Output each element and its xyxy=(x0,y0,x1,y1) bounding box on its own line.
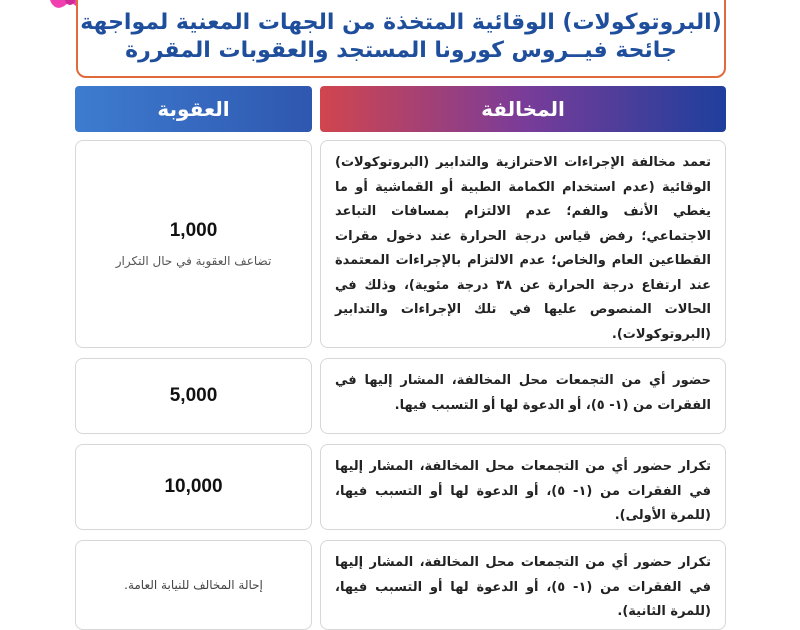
violation-text: تعمد مخالفة الإجراءات الاحترازية والتدابير (البروتوكولات) الوقائية (عدم استخدام الكمامة الطبية أو القماشية أو ما يغطي الأنف والفم؛ عدم الالتزام بمسافات التباعد الاجتماعي؛ رفض قياس درجة الحرارة عند دخول مقرات القطاعين العام والخاص؛ عدم الالتزام بالإجراءات المعتمدة عند ارتفاع درجة الحرارة عن ٣٨ درجة مئوية)، وذلك في الحالات المنصوص عليها في تلك الإجراءات والتدابير (البروتوكولات). xyxy=(335,155,711,342)
violation-text: تكرار حضور أي من التجمعات محل المخالفة، المشار إليها في الفقرات من (١- ٥)، أو الدعوة لها أو التسبب فيها، (للمرة الثانية). xyxy=(335,555,711,619)
penalty-amount: 1,000 xyxy=(169,220,218,241)
violation-cell-1 xyxy=(320,140,726,348)
violation-text: حضور أي من التجمعات محل المخالفة، المشار إليها في الفقرات من (١- ٥)، أو الدعوة لها أو التسبب فيها. xyxy=(335,373,711,413)
violation-text: تكرار حضور أي من التجمعات محل المخالفة، المشار إليها في الفقرات من (١- ٥)، أو الدعوة لها أو التسبب فيها، (للمرة الأولى). xyxy=(335,459,711,523)
violation-cell-3 xyxy=(320,444,726,530)
title-box xyxy=(76,0,726,78)
penalty-cell-4 xyxy=(75,540,312,630)
title-line-2: جائحة فيــروس كورونا المستجد والعقوبات المقررة xyxy=(125,38,677,63)
penalty-amount: 10,000 xyxy=(164,476,223,497)
violation-cell-4 xyxy=(320,540,726,630)
violation-header: المخالفة xyxy=(320,86,726,132)
violation-cell-2 xyxy=(320,358,726,434)
penalty-cell-1 xyxy=(75,140,312,348)
penalty-note: تضاعف العقوبة في حال التكرار xyxy=(115,254,272,268)
penalty-amount: 5,000 xyxy=(169,385,218,406)
penalty-cell-2 xyxy=(75,358,312,434)
penalty-header: العقوبة xyxy=(75,86,312,132)
title-line-1: (البروتوكولات) الوقائية المتخذة من الجهات المعنية لمواجهة xyxy=(80,10,722,35)
penalty-note: إحالة المخالف للنيابة العامة. xyxy=(124,578,263,592)
penalty-cell-3 xyxy=(75,444,312,530)
